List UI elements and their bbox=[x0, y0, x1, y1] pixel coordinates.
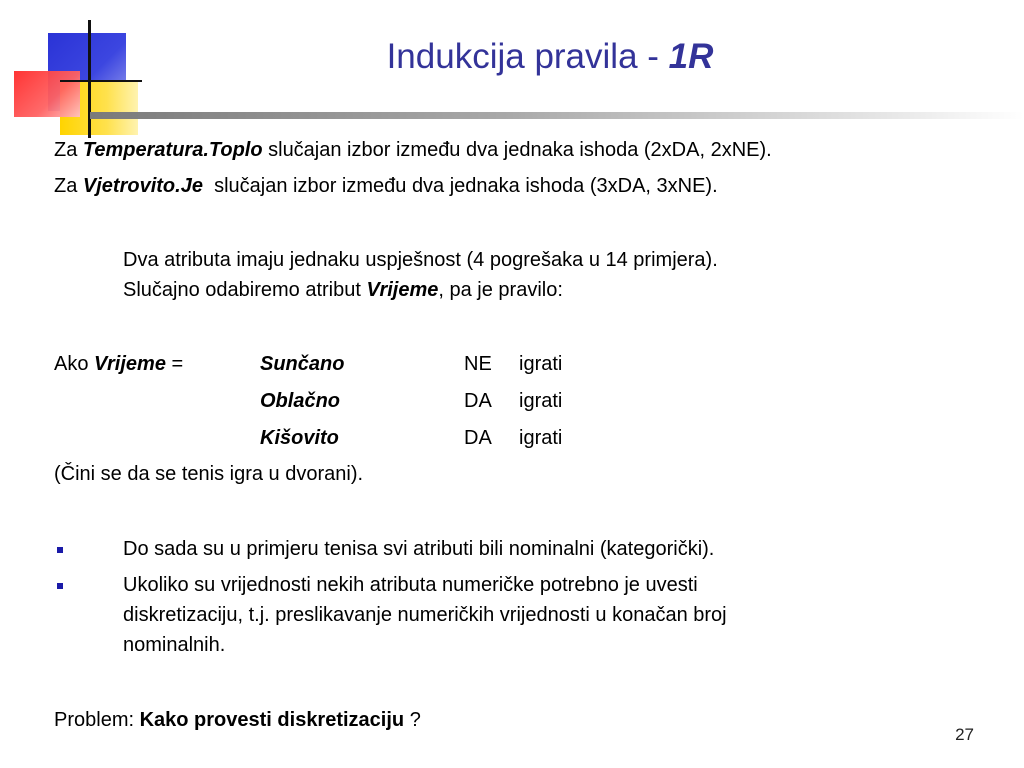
rule-row-action: igrati bbox=[519, 353, 563, 375]
line-vjetrovito-pre: Za bbox=[54, 175, 83, 197]
problem-mark: ? bbox=[404, 709, 421, 731]
rule-row-decision: NE bbox=[464, 353, 492, 375]
line-equal-success: Dva atributa imaju jednaku uspješnost (4 pogrešaka u 14 primjera). bbox=[123, 249, 718, 271]
title-accent: 1R bbox=[668, 37, 714, 76]
rule-row-action: igrati bbox=[519, 427, 563, 449]
problem-line bbox=[54, 708, 421, 732]
rule-equals: = bbox=[165, 353, 184, 375]
line-choose-term: Vrijeme bbox=[366, 279, 439, 301]
bullet-text-line: Do sada su u primjeru tenisa svi atributi bili nominalni (kategorički). bbox=[123, 538, 715, 560]
logo-vertical-line bbox=[88, 20, 91, 138]
rule-row-value: Oblačno bbox=[260, 390, 341, 412]
rule-ako: Ako bbox=[54, 353, 95, 375]
bullet-square-icon bbox=[57, 547, 63, 553]
line-temperatura-term: Temperatura.Toplo bbox=[82, 139, 263, 161]
line-vjetrovito bbox=[54, 174, 718, 198]
bullet-text-line: nominalnih. bbox=[123, 634, 226, 656]
line-temperatura-post: slučajan izbor između dva jednaka ishoda (2xDA, 2xNE). bbox=[262, 139, 772, 161]
slide-title bbox=[280, 37, 820, 77]
line-choose-pre: Slučajno odabiremo atribut bbox=[123, 279, 367, 301]
rule-row-value: Kišovito bbox=[260, 427, 339, 449]
rule-row-decision: DA bbox=[464, 390, 492, 412]
logo-horizontal-line bbox=[60, 80, 142, 82]
problem-question: Kako provesti diskretizaciju bbox=[139, 709, 405, 731]
rule-note: (Čini se da se tenis igra u dvorani). bbox=[54, 463, 364, 485]
title-prefix: Indukcija pravila - bbox=[386, 37, 669, 76]
bullet-square-icon bbox=[57, 583, 63, 589]
line-temperatura bbox=[54, 138, 772, 162]
rule-row-decision: DA bbox=[464, 427, 492, 449]
rule-attribute: Vrijeme bbox=[94, 353, 166, 375]
bullet-text-line: diskretizaciju, t.j. preslikavanje numeričkih vrijednosti u konačan broj bbox=[123, 604, 727, 626]
line-temperatura-pre: Za bbox=[54, 139, 83, 161]
page-number: 27 bbox=[955, 725, 974, 744]
logo-red-square bbox=[14, 71, 80, 117]
title-divider bbox=[90, 112, 1024, 119]
line-choose-attribute bbox=[123, 278, 563, 302]
problem-label: Problem: bbox=[54, 709, 140, 731]
line-choose-post: , pa je pravilo: bbox=[438, 279, 563, 301]
rule-row-action: igrati bbox=[519, 390, 563, 412]
rule-row-value: Sunčano bbox=[260, 353, 345, 375]
line-vjetrovito-term: Vjetrovito.Je bbox=[82, 175, 203, 197]
line-vjetrovito-post: slučajan izbor između dva jednaka ishoda (3xDA, 3xNE). bbox=[202, 175, 718, 197]
corner-logo bbox=[0, 0, 150, 150]
rule-condition bbox=[54, 352, 183, 376]
bullet-text-line: Ukoliko su vrijednosti nekih atributa numeričke potrebno je uvesti bbox=[123, 574, 698, 596]
